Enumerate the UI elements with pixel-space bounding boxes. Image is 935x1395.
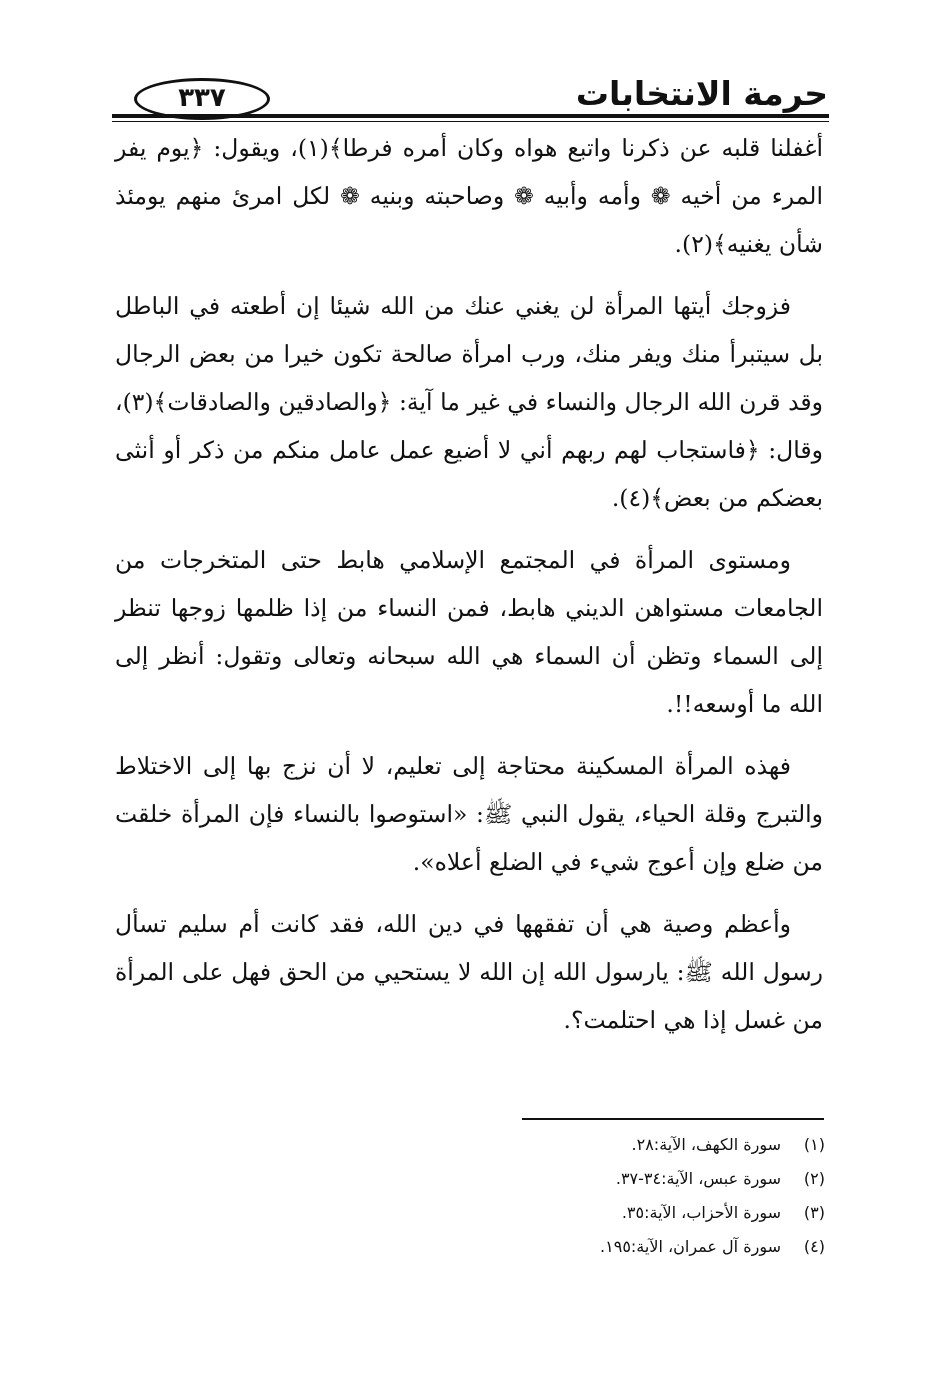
footnote-item	[405, 1230, 825, 1264]
footnote-number: (١)	[803, 1135, 825, 1154]
footnote-item	[405, 1128, 825, 1162]
running-title: حرمة الانتخابات	[575, 74, 828, 113]
footnote-text: سورة عبس، الآية:٣٤-٣٧.	[615, 1169, 781, 1188]
footnote-item	[405, 1196, 825, 1230]
page-number: ٣٣٧	[134, 78, 270, 120]
paragraph-5: وأعظم وصية هي أن تفقهها في دين الله، فقد كانت أم سليم تسأل رسول الله ﷺ: يارسول الله إن الله لا يستحيي من الحق فهل على المرأة من غسل إذا هي احتلمت؟.	[115, 910, 823, 1034]
main-text	[115, 124, 823, 1058]
footnote-number: (٣)	[803, 1203, 825, 1222]
header-rule	[112, 114, 829, 118]
paragraph-3: ومستوى المرأة في المجتمع الإسلامي هابط حتى المتخرجات من الجامعات مستواهن الديني هابط، فمن النساء من إذا ظلمها زوجها تنظر إلى السماء وتظن أن السماء هي الله سبحانه وتعالى وتقول: أنظر إلى الله ما أوسعه!!.	[115, 546, 823, 718]
footnote-text: سورة الكهف، الآية:٢٨.	[631, 1135, 781, 1154]
footnote-separator	[522, 1118, 824, 1120]
footnote-text: سورة الأحزاب، الآية:٣٥.	[621, 1203, 781, 1222]
footnote-number: (٢)	[803, 1169, 825, 1188]
header-rule-thin	[112, 121, 829, 122]
paragraph-2: فزوجك أيتها المرأة لن يغني عنك من الله شيئا إن أطعته في الباطل بل سيتبرأ منك ويفر منك، ورب امرأة صالحة تكون خيرا من بعض الرجال وقد قرن الله الرجال والنساء في غير ما آية: ﴿والصادقين والصادقات﴾(٣)، وقال: ﴿فاستجاب لهم ربهم أني لا أضيع عمل عامل منكم من ذكر أو أنثى بعضكم من بعض﴾(٤).	[115, 292, 823, 512]
paragraph-4: فهذه المرأة المسكينة محتاجة إلى تعليم، لا أن نزج بها إلى الاختلاط والتبرج وقلة الحياء، يقول النبي ﷺ: «استوصوا بالنساء فإن المرأة خلقت من ضلع وإن أعوج شيء في الضلع أعلاه».	[115, 752, 823, 876]
footnotes	[405, 1128, 825, 1264]
footnote-text: سورة آل عمران، الآية:١٩٥.	[600, 1237, 781, 1256]
paragraph-1: أغفلنا قلبه عن ذكرنا واتبع هواه وكان أمره فرطا﴾(١)، ويقول: ﴿يوم يفر المرء من أخيه ❁ وأمه وأبيه ❁ وصاحبته وبنيه ❁ لكل امرئ منهم يومئذ شأن يغنيه﴾(٢).	[115, 134, 823, 258]
footnote-item	[405, 1162, 825, 1196]
page-header	[112, 72, 828, 120]
footnote-number: (٤)	[803, 1237, 825, 1256]
